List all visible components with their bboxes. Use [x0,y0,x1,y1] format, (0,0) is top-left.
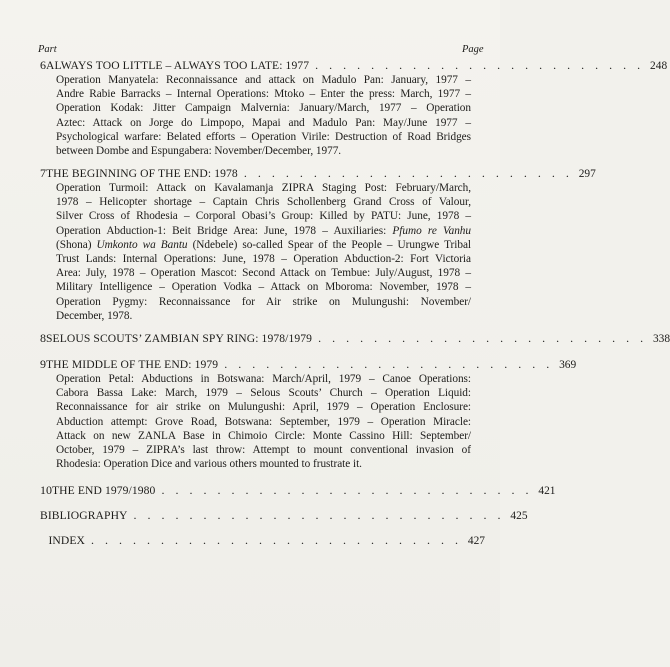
part-column-header: Part [38,44,57,55]
part-summary [56,372,471,471]
page-number: 248 [650,60,668,72]
part-title: SELOUS SCOUTS’ ZAMBIAN SPY RING: 1978/1979 [46,332,313,345]
toc-entry-part-10 [40,483,556,498]
summary-line: Trust Lands: Internal Operations: June, 1978 – Operation Abduction-2: Fort Victoria [56,253,471,266]
page-number: 369 [559,359,577,371]
leader-dots: . . . . . . . . . . . . . . . . . . . . . . . . [224,357,554,371]
toc-entry-part-6 [40,58,668,158]
section-title: BIBLIOGRAPHY [40,509,128,522]
part-number: 8 [40,331,46,345]
summary-line: Attack on new ZANLA Base in Chimoio Circle: Monte Cassino Hill: September/ [56,429,471,442]
part-number: 9 [40,357,46,371]
part-summary [56,181,471,323]
page-number: 338 [652,333,670,345]
summary-line: Aztec: Attack on Jorge do Limpopo, Mapai and Madulo Pan: May/June 1977 – [56,116,471,129]
summary-line: December, 1978. [56,309,133,322]
page-number: 427 [467,535,485,547]
part-title: THE BEGINNING OF THE END: 1978 [46,167,238,180]
summary-line: October, 1979 – ZIPRA’s last throw: Attempt to mount conventional invasion of [56,444,471,457]
page-number: 425 [510,510,528,522]
leader-dots: . . . . . . . . . . . . . . . . . . . . . . . . [318,331,648,345]
italic-term: Pfumo re Vanhu [392,224,471,237]
toc-entry-part-8 [40,331,670,346]
italic-term: Umkonto wa Bantu [96,238,188,251]
summary-line: Silver Cross of Rhodesia – Corporal Obasi’s Group: Killed by PATU: June, 1978 – [56,210,471,223]
summary-line: Operation Petal: Abductions in Botswana: March/April, 1979 – Canoe Operations: [56,373,471,385]
summary-line: Cabora Bassa Lake: March, 1979 – Selous Scouts’ Church – Operation Liquid: [56,387,471,400]
part-number: 10 [40,483,52,497]
part-number: 6 [40,58,46,72]
part-summary [56,73,471,158]
summary-line: between Dombe and Espungabera: November/December, 1977. [56,145,342,158]
summary-line-with-italic: Operation Abduction-1: Beit Bridge Area: June, 1978 – Auxiliaries: Pfumo re Vanhu [56,224,471,237]
leader-dots: . . . . . . . . . . . . . . . . . . . . . . . . . . . [91,533,462,547]
part-title: ALWAYS TOO LITTLE – ALWAYS TOO LATE: 1977 [46,59,310,72]
summary-line: Andre Rabie Barracks – Internal Operations: Mtoko – Enter the press: March, 1977 – [56,88,471,101]
page-column-header: Page [462,44,484,55]
summary-line: 1978 – Helicopter shortage – Captain Chris Schollenberg Grand Cross of Valour, [56,196,471,209]
summary-line: Area: July, 1978 – Operation Mascot: Second Attack on Tembue: July/August, 1978 – [56,267,471,280]
leader-dots: . . . . . . . . . . . . . . . . . . . . . . . . . . . [161,483,533,497]
leader-dots: . . . . . . . . . . . . . . . . . . . . . . . . [243,166,573,180]
page-number: 421 [538,485,556,497]
summary-line: Psychological warfare: Belated efforts – Operation Virile: Destruction of Road Bridges [56,130,471,143]
summary-line: Operation Kodak: Jitter Campaign Malvernia: January/March, 1977 – Operation [56,102,471,115]
summary-line: Operation Turmoil: Attack on Kavalamanja ZIPRA Staging Post: February/March, [56,182,471,194]
toc-entry-part-9 [40,357,577,471]
part-title: THE END 1979/1980 [52,484,156,497]
leader-dots: . . . . . . . . . . . . . . . . . . . . . . . . [315,58,645,72]
toc-entry-part-7 [40,166,596,323]
summary-line: Operation Manyatela: Reconnaissance and attack on Madulo Pan: January, 1977 – [56,74,471,86]
summary-line: Military Intelligence – Operation Vodka – Attack on Mboroma: November, 1978 – [56,281,471,294]
summary-line: Operation Pygmy: Reconnaissance for Air strike on Mulungushi: November/ [56,295,471,308]
part-number: 7 [40,166,46,180]
toc-entry-bibliography [40,508,528,523]
summary-line: Rhodesia: Operation Dice and various others mounted to frustrate it. [56,458,362,471]
summary-line: Reconnaissance for air strike on Mulungushi: April, 1979 – Operation Enclosure: [56,401,471,414]
leader-dots: . . . . . . . . . . . . . . . . . . . . . . . . . . . [133,508,505,522]
summary-line-with-italic: (Shona) Umkonto wa Bantu (Ndebele) so-called Spear of the People – Urungwe Tribal [56,238,472,251]
page-number: 297 [578,168,596,180]
toc-entry-index [40,533,485,548]
summary-line: Abduction attempt: Grove Road, Botswana: September, 1979 – Operation Miracle: [56,415,471,428]
section-title: INDEX [48,534,85,547]
part-title: THE MIDDLE OF THE END: 1979 [46,358,219,371]
